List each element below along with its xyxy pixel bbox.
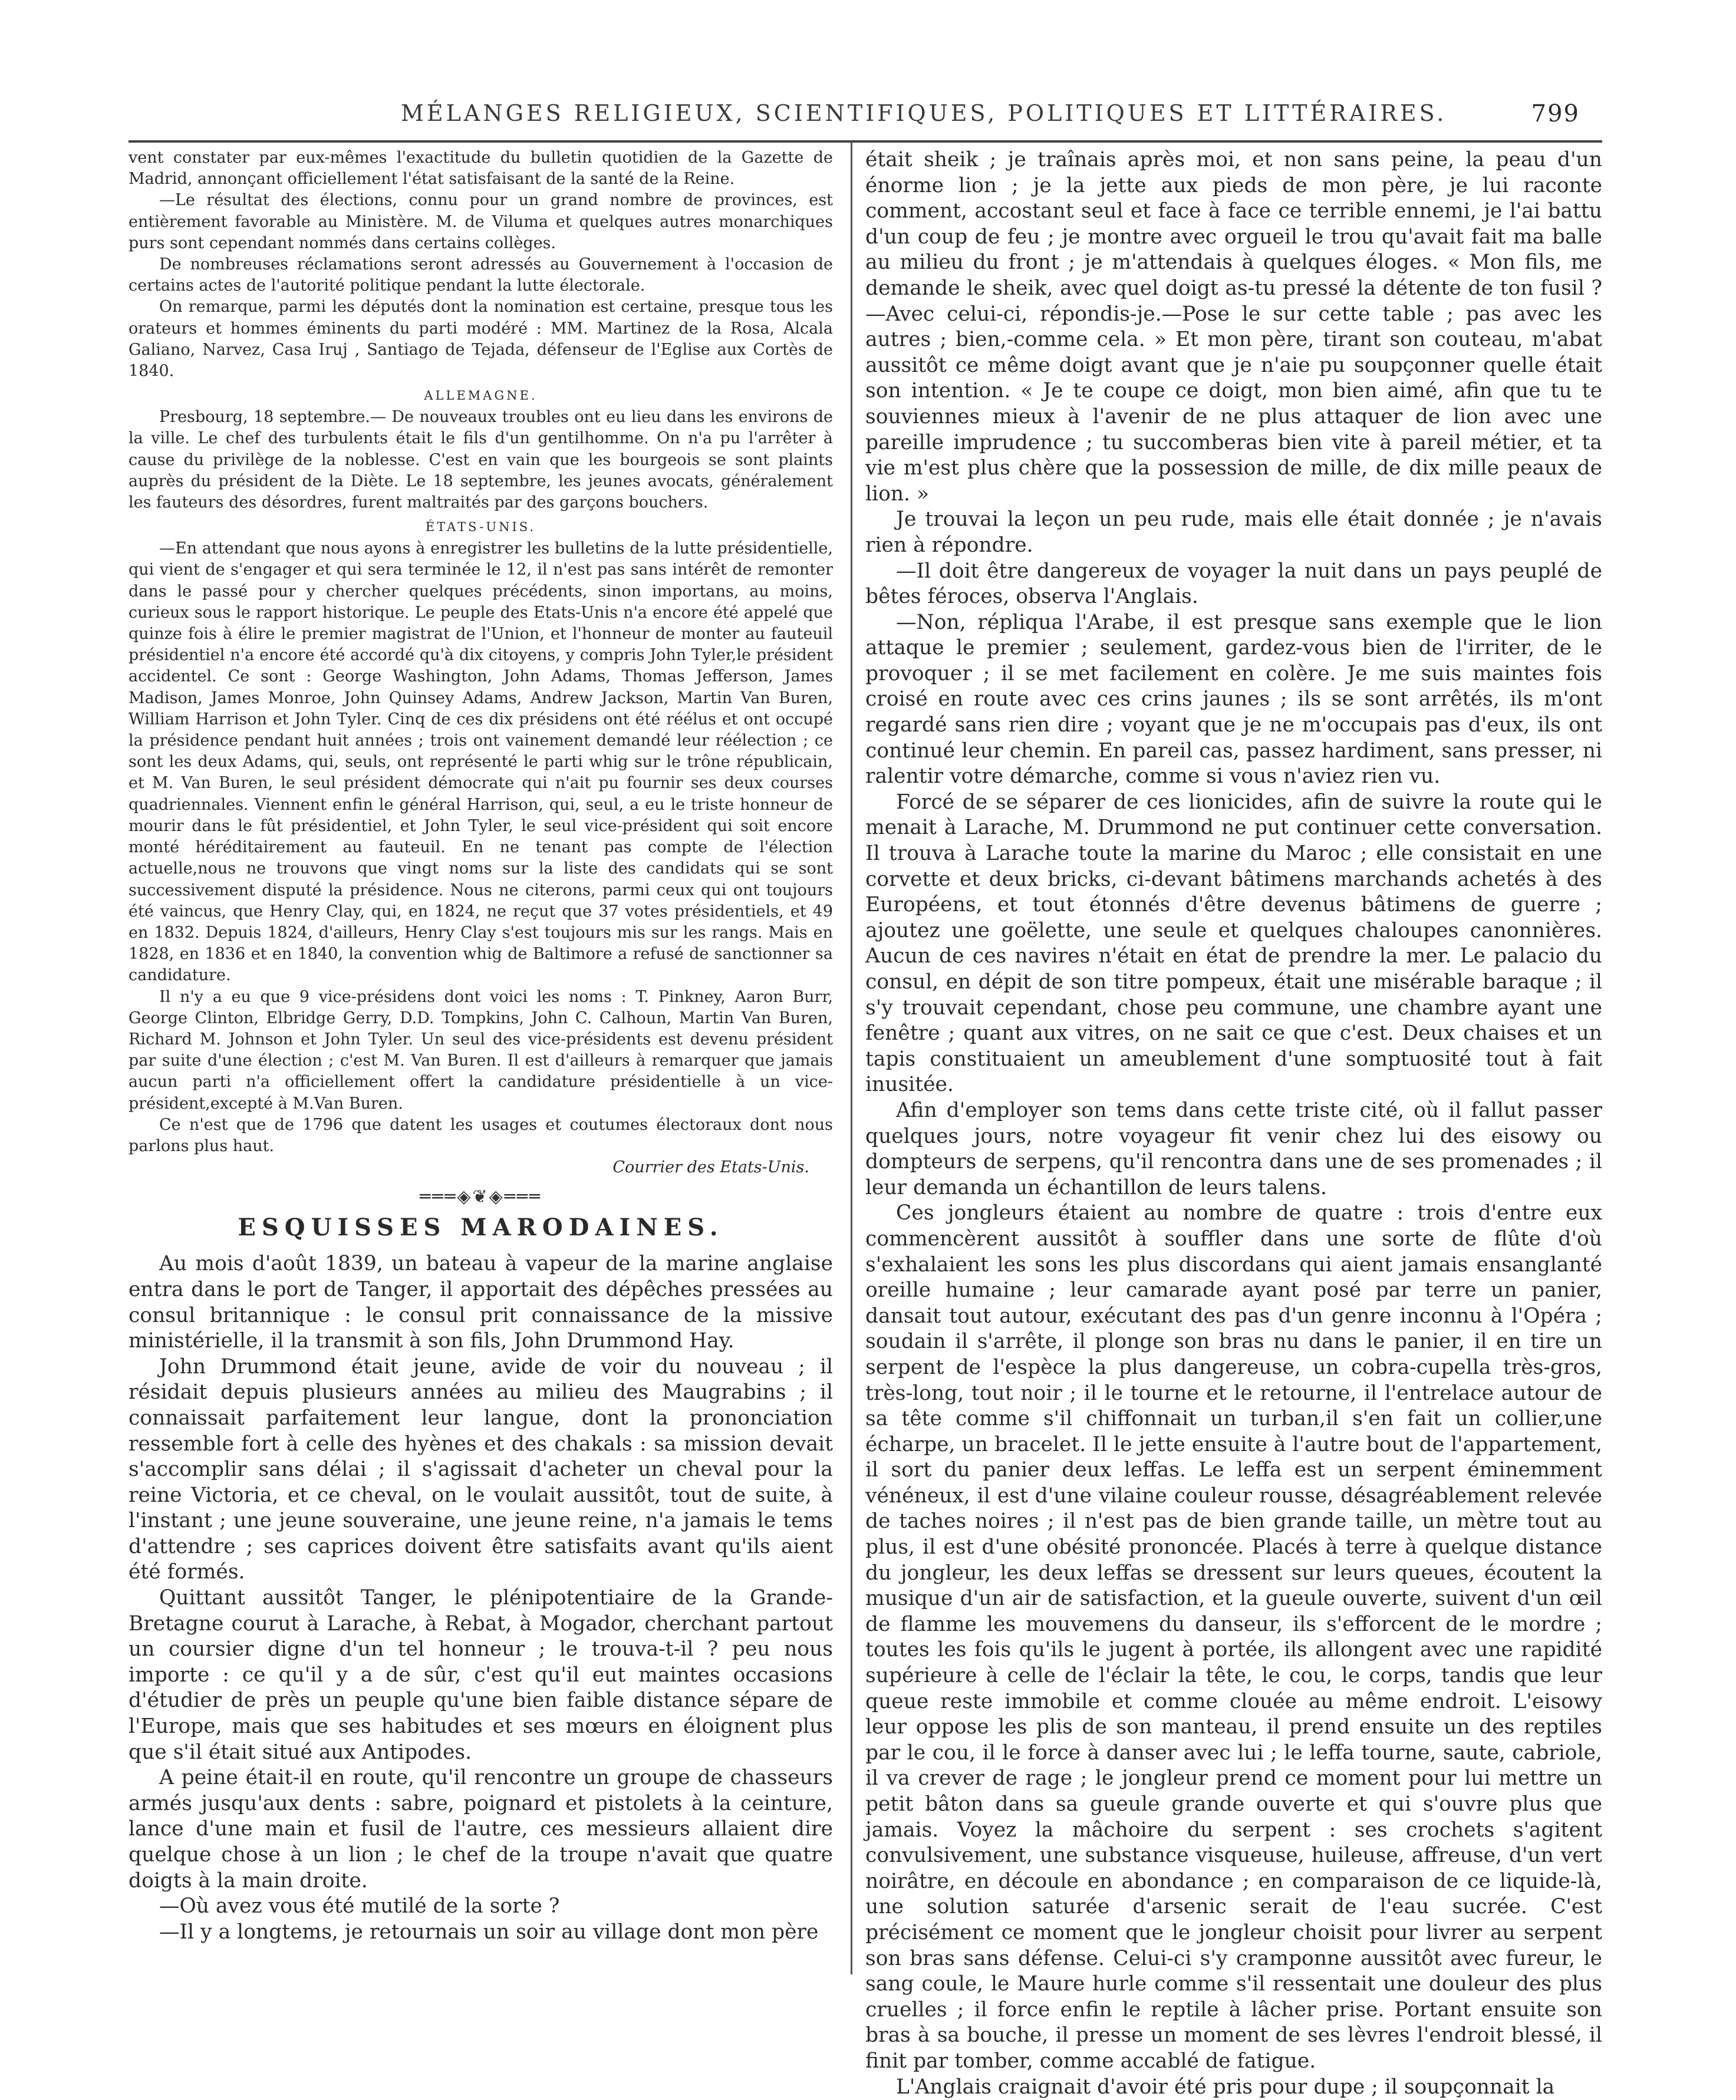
paragraph: Il n'y a eu que 9 vice-présidens dont voici les noms : T. Pinkney, Aaron Burr, George Clinton, Elbridge Gerry, D.D. Tompkins, John C. Calhoun, Martin Van Buren, Richard M. Johnson et John Tyler. Un seul des vice-présidents est devenu président par suite d'une élection ; c'est M. Van Buren. Il est d'ailleurs à remarquer que jamais aucun parti n'a officiellement offert la candidature présidentielle à un vice-président,excepté à M.Van Buren. xyxy=(129,987,833,1113)
paragraph: A peine était-il en route, qu'il rencontre un groupe de chasseurs armés jusqu'aux dents : sabre, poignard et pistolets à la ceinture, lance d'une main et fusil de l'autre, ces messieurs allaient dire quelque chose à un lion ; le chef de la troupe n'avait que quatre doigts à la main droite. xyxy=(129,1766,833,1893)
paragraph: vent constater par eux-mêmes l'exactitude du bulletin quotidien de la Gazette de Madrid, annonçant officiellement l'état satisfaisant de la santé de la Reine. xyxy=(129,149,833,189)
article-body xyxy=(129,1251,833,1945)
header-rule xyxy=(129,140,1602,143)
paragraph: Ces jongleurs étaient au nombre de quatre : trois d'entre eux commencèrent aussitôt à souffler dans une sorte de flûte d'où s'exhalaient les sons les plus discordans qui aient jamais ensanglanté oreille humaine ; leur camarade ayant posé par terre un panier, dansait tout autour, exécutant des pas d'un genre inconnu à l'Opéra ; soudain il s'arrête, il plonge son bras nu dans le panier, il en tire un serpent de l'espèce la plus dangereuse, un cobra-cupella très-gros, très-long, tout noir ; il le tourne et le retourne, il l'entrelace autour de sa tête comme s'il chiffonnait un turban,il s'en fait un collier,une écharpe, un bracelet. Il le jette ensuite à l'autre bout de l'appartement, il sort du panier deux leffas. Le leffa est un serpent éminemment vénéneux, il est d'une vilaine couleur rousse, désagréablement relevée de taches noires ; il n'est pas de bien grande taille, un mètre tout au plus, il est d'une obésité prononcée. Placés à terre à quelque distance du jongleur, les deux leffas se dressent sur leurs queues, écoutent la musique d'un air de satisfaction, et la gueule ouverte, suivent d'un œil de flamme les mouvemens du danseur, ils s'efforcent de le mordre ; toutes les fois qu'ils le jugent à portée, ils allongent avec une rapidité supérieure à celle de l'éclair la tête, le cou, le corps, tandis que leur queue reste immobile et comme clouée au même endroit. L'eisowy leur oppose les plis de son manteau, il prend ensuite un des reptiles par le cou, il le force à danser avec lui ; le leffa tourne, saute, cabriole, il va crever de rage ; le jongleur prend ce moment pour lui mettre un petit bâton dans sa gueule grande ouverte et qui s'ouvre plus que jamais. Voyez la mâchoire du serpent : ses crochets s'agitent convulsivement, une substance visqueuse, huileuse, affreuse, d'un vert noirâtre, en découle en abondance ; en comparaison de ce liquide-là, une solution saturée d'arsenic serait de l'eau sucrée. C'est précisément ce moment que le jongleur choisit pour livrer au serpent son bras sans défense. Celui-ci s'y cramponne aussitôt avec fureur, le sang coule, le Maure hurle comme s'il ressentait une douleur des plus cruelles ; il force enfin le reptile à lâcher prise. Portant ensuite son bras à sa bouche, il presse un moment de ses lèvres l'endroit blessé, il finit par tomber, comme accablé de fatigue. xyxy=(865,1201,1602,2073)
paragraph: On remarque, parmi les députés dont la nomination est certaine, presque tous les orateurs et hommes éminents du parti modéré : MM. Martinez de la Rosa, Alcala Galiano, Narvez, Casa Iruj , Santiago de Tejada, défenseur de l'Eglise aux Cortès de 1840. xyxy=(129,298,833,381)
paragraph: Afin d'employer son tems dans cette triste cité, où il fallut passer quelques jours, notre voyageur fit venir chez lui des eisowy ou dompteurs de serpens, qu'il rencontra dans une de ses promenades ; il leur demanda un échantillon de leurs talens. xyxy=(865,1098,1602,1199)
running-title: MÉLANGES RELIGIEUX, SCIENTIFIQUES, POLITIQUES ET LITTÉRAIRES. xyxy=(401,100,1447,126)
paragraph: —Il doit être dangereux de voyager la nuit dans un pays peuplé de bêtes féroces, observa l'Anglais. xyxy=(865,559,1602,609)
column-divider xyxy=(851,141,852,1974)
paragraph: De nombreuses réclamations seront adressés au Gouvernement à l'occasion de certains actes de l'autorité politique pendant la lutte électorale. xyxy=(129,255,833,295)
paragraph: Ce n'est que de 1796 que datent les usages et coutumes électoraux dont nous parlons plus haut. xyxy=(129,1115,833,1155)
paragraph: L'Anglais craignait d'avoir été pris pour dupe ; il soupçonnait la xyxy=(896,2075,1555,2099)
article-title: ESQUISSES MARODAINES. xyxy=(238,1214,724,1242)
source-signature: Courrier des Etats-Unis. xyxy=(612,1158,809,1177)
paragraph: Au mois d'août 1839, un bateau à vapeur de la marine anglaise entra dans le port de Tanger, il apportait des dépêches pressées au consul britannique : le consul prit connaissance de la missive ministérielle, il la transmit à son fils, John Drummond Hay. xyxy=(129,1252,833,1353)
paragraph: —Non, répliqua l'Arabe, il est presque sans exemple que le lion attaque le premier ; seulement, gardez-vous bien de l'irriter, de le provoquer ; il se met facilement en colère. Je me suis maintes fois croisé en route avec ces crins jaunes ; ils se sont arrêtés, ils m'ont regardé sans rien dire ; voyant que je ne m'occupais pas d'eux, ils ont continué leur chemin. En pareil cas, passez hardiment, sans presser, ni ralentir votre démarche, comme si vous n'aviez rien vu. xyxy=(865,610,1602,789)
left-column xyxy=(129,147,833,1945)
paragraph: Je trouvai la leçon un peu rude, mais elle était donnée ; je n'avais rien à répondre. xyxy=(865,507,1602,557)
paragraph: —Le résultat des élections, connu pour un grand nombre de provinces, est entièrement favorable au Ministère. M. de Viluma et quelques autres monarchiques purs sont cependant nommés dans certains collèges. xyxy=(129,191,833,252)
news-section xyxy=(129,147,833,1178)
section-heading-allemagne: ALLEMAGNE. xyxy=(424,388,538,403)
ornament-divider: ═══◈❦◈═══ xyxy=(420,1186,542,1208)
page-header xyxy=(401,100,1580,136)
paragraph: Presbourg, 18 septembre.— De nouveaux troubles ont eu lieu dans les environs de la ville. Le chef des turbulents était le fils d'un gentilhomme. On n'a pu l'arrêter à cause du privilège de la noblesse. C'est en vain que les bourgeois se sont plaints auprès du président de la Diète. Le 18 septembre, les jeunes avocats, généralement les fauteurs des désordres, furent maltraités par des garçons bouchers. xyxy=(129,408,833,512)
paragraph: —Où avez vous été mutilé de la sorte ? xyxy=(159,1894,560,1918)
right-column xyxy=(865,147,1602,2100)
paragraph: était sheik ; je traînais après moi, et non sans peine, la peau d'un énorme lion ; je la jette aux pieds de mon père, je lui raconte comment, accostant seul et face à face ce terrible ennemi, je l'ai battu d'un coup de feu ; je montre avec orgueil le trou qu'avait fait ma balle au milieu du front ; je m'attendais à quelques éloges. « Mon fils, me demande le sheik, avec quel doigt as-tu pressé la détente de ton fusil ? —Avec celui-ci, répondis-je.—Pose le sur cette table ; pas avec les autres ; bien,-comme cela. » Et mon père, tirant son couteau, m'abat aussitôt ce même doigt avant que je n'aie pu soupçonner quelle était son intention. « Je te coupe ce doigt, mon bien aimé, afin que tu te souviennes mieux à l'avenir de ne plus attaquer de lion avec une pareille imprudence ; tu succomberas bien vite à pareil métier, et ta vie m'est plus chère que la possession de mille, de dix mille peaux de lion. » xyxy=(865,148,1602,506)
page-number: 799 xyxy=(1531,100,1580,127)
paragraph: Forcé de se séparer de ces lionicides, afin de suivre la route qui le menait à Larache, M. Drummond ne put continuer cette conversation. Il trouva à Larache toute la marine du Maroc ; elle consistait en une corvette et deux bricks, ci-devant bâtimens marchands achetés à des Européens, et tout étonnés d'être devenus bâtimens de guerre ; ajoutez une goëlette, une seule et quelques chaloupes canonnières. Aucun de ces navires n'était en état de prendre la mer. Le palacio du consul, en dépit de son titre pompeux, était une misérable baraque ; il s'y trouvait cependant, chose peu commune, une chambre ayant une fenêtre ; quant aux vitres, on ne sait ce que c'est. Deux chaises et un tapis constituaient un ameublement d'une somptuosité tout à fait inusitée. xyxy=(865,790,1602,1097)
paragraph: —En attendant que nous ayons à enregistrer les bulletins de la lutte présidentielle, qui vient de s'engager et qui sera terminée le 12, il n'est pas sans intérêt de remonter dans le passé pour y chercher quelques précédents, sinon importans, au moins, curieux sous le rapport historique. Le peuple des Etats-Unis n'a encore été appelé que quinze fois à élire le premier magistrat de l'Union, et l'honneur de monter au fauteuil présidentiel n'a encore été accordé qu'à dix citoyens, y compris John Tyler,le président accidentel. Ce sont : George Washington, John Adams, Thomas Jefferson, James Madison, James Monroe, John Quinsey Adams, Andrew Jackson, Martin Van Buren, William Harrison et John Tyler. Cinq de ces dix présidens ont été réélus et ont occupé la présidence pendant huit années ; trois ont vainement demandé leur réélection ; ce sont les deux Adams, qui, seuls, ont représenté le parti whig sur le trône républicain, et M. Van Buren, le seul président démocrate qui n'ait pu fournir ses deux courses quadriennales. Viennent enfin le général Harrison, qui, seul, a eu le triste honneur de mourir dans le fût présidentiel, et John Tyler, le seul vice-président qui soit encore monté héréditairement au fauteuil. En ne tenant pas compte de l'élection actuelle,nous ne trouvons que vingt noms sur la liste des candidats qui se sont successivement disputé la présidence. Nous ne citerons, parmi ceux qui ont toujours été vaincus, que Henry Clay, qui, en 1824, ne reçut que 37 votes présidentiels, et 49 en 1832. Depuis 1824, d'ailleurs, Henry Clay s'est toujours mis sur les rangs. Mais en 1828, en 1836 et en 1840, la convention whig de Baltimore a refusé de sanctionner sa candidature. xyxy=(129,539,833,985)
paragraph: John Drummond était jeune, avide de voir du nouveau ; il résidait depuis plusieurs années au milieu des Maugrabins ; il connaissait parfaitement leur langue, dont la prononciation ressemble fort à celle des hyènes et des chakals : sa mission devait s'accomplir sans délai ; il s'agissait d'acheter un cheval pour la reine Victoria, et ce cheval, on le voulait aussitôt, tout de suite, à l'instant ; une jeune souveraine, une jeune reine, n'a jamais le tems d'attendre ; ses caprices doivent être satisfaits avant qu'ils aient été formés. xyxy=(129,1354,833,1584)
section-heading-etats-unis: ÉTATS-UNIS. xyxy=(425,520,536,535)
paragraph: —Il y a longtems, je retournais un soir au village dont mon père xyxy=(159,1920,819,1944)
paragraph: Quittant aussitôt Tanger, le plénipotentiaire de la Grande-Bretagne courut à Larache, à Rebat, à Mogador, cherchant partout un coursier digne d'un tel honneur ; le trouva-t-il ? peu nous importe : ce qu'il y a de sûr, c'est qu'il eut maintes occasions d'étudier de près un peuple qu'une bien faible distance sépare de l'Europe, mais que ses habitudes et ses mœurs en éloignent plus que s'il était situé aux Antipodes. xyxy=(129,1586,833,1764)
